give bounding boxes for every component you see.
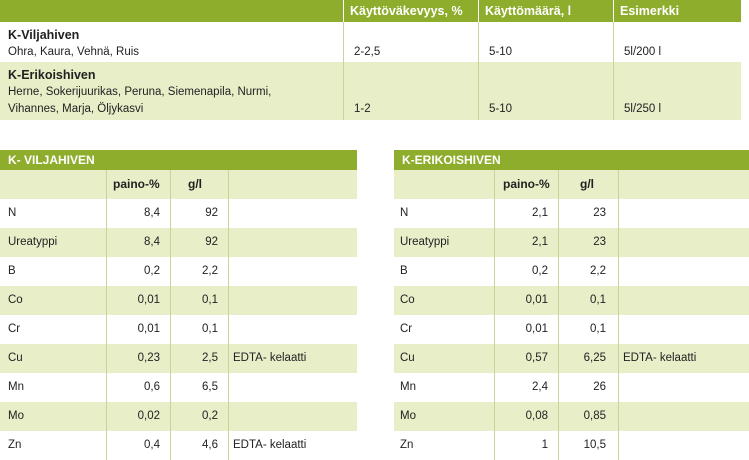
element-name: Co — [8, 294, 23, 306]
paino-value: 0,01 — [525, 323, 548, 335]
usage-crops: Ohra, Kaura, Vehnä, Ruis — [8, 46, 140, 58]
element-name: N — [400, 207, 409, 219]
element-name: Co — [400, 294, 415, 306]
table-row — [394, 199, 749, 228]
paino-value: 0,01 — [137, 294, 160, 306]
table-row — [0, 402, 357, 431]
chelate-note: EDTA- kelaatti — [233, 352, 307, 364]
element-name: Ureatyppi — [8, 236, 58, 248]
paino-value: 2,1 — [532, 207, 548, 219]
gl-value: 0,2 — [202, 410, 218, 422]
table-row — [394, 402, 749, 431]
col-header-paino: paino-% — [113, 177, 160, 191]
usage-example: 5l/250 l — [624, 103, 662, 115]
element-name: Mo — [8, 410, 24, 422]
element-name: Mn — [8, 381, 24, 393]
gl-value: 0,1 — [590, 323, 606, 335]
paino-value: 0,2 — [532, 265, 548, 277]
gl-value: 4,6 — [202, 439, 218, 451]
col-header-gl: g/l — [580, 177, 594, 191]
table-row — [0, 257, 357, 286]
paino-value: 0,01 — [137, 323, 160, 335]
table-row — [394, 228, 749, 257]
chelate-note: EDTA- kelaatti — [233, 439, 307, 451]
element-name: Mo — [400, 410, 416, 422]
table-row — [394, 373, 749, 402]
col-header-gl: g/l — [188, 177, 202, 191]
element-name: Ureatyppi — [400, 236, 450, 248]
erikoishiven-table — [394, 150, 749, 460]
table-title: K-ERIKOISHIVEN — [394, 150, 749, 170]
gl-value: 0,1 — [202, 294, 218, 306]
element-name: Cr — [8, 323, 21, 335]
element-name: N — [8, 207, 17, 219]
table-row — [0, 431, 357, 460]
usage-header-example: Esimerkki — [620, 4, 680, 18]
table-row — [0, 199, 357, 228]
usage-table — [0, 0, 741, 120]
gl-value: 2,5 — [202, 352, 218, 364]
element-name: Cr — [400, 323, 413, 335]
paino-value: 2,1 — [532, 236, 548, 248]
usage-header-row — [0, 0, 741, 22]
element-name: Zn — [400, 439, 414, 451]
paino-value: 8,4 — [144, 207, 160, 219]
element-name: B — [8, 265, 16, 277]
paino-value: 0,57 — [525, 352, 548, 364]
usage-concentration: 2-2,5 — [354, 46, 381, 58]
usage-amount: 5-10 — [489, 46, 513, 58]
paino-value: 0,08 — [525, 410, 548, 422]
table-row — [0, 228, 357, 257]
table-title: K- VILJAHIVEN — [0, 150, 357, 170]
table-row — [0, 344, 357, 373]
usage-crops: Herne, Sokerijuurikas, Peruna, Siemenapila, Nurmi, — [8, 86, 272, 98]
gl-value: 6,25 — [583, 352, 606, 364]
table-row — [0, 373, 357, 402]
table-body — [394, 199, 749, 460]
paino-value: 8,4 — [144, 236, 160, 248]
paino-value: 0,01 — [525, 294, 548, 306]
table-row — [394, 431, 749, 460]
element-name: Cu — [400, 352, 415, 364]
table-body — [0, 199, 357, 460]
paino-value: 0,2 — [144, 265, 160, 277]
usage-row-viljahiven — [0, 22, 741, 62]
usage-product-name: K-Erikoishiven — [8, 68, 96, 82]
gl-value: 0,1 — [590, 294, 606, 306]
table-header-row — [0, 170, 357, 199]
table-row — [394, 315, 749, 344]
gl-value: 23 — [593, 207, 606, 219]
usage-row-erikoishiven — [0, 62, 741, 120]
usage-header-concentration: Käyttöväkevyys, % — [350, 4, 463, 18]
paino-value: 1 — [541, 439, 548, 451]
gl-value: 0,85 — [583, 410, 606, 422]
paino-value: 0,4 — [144, 439, 160, 451]
col-header-paino: paino-% — [503, 177, 550, 191]
element-name: B — [400, 265, 408, 277]
element-name: Mn — [400, 381, 416, 393]
gl-value: 26 — [593, 381, 606, 393]
usage-concentration: 1-2 — [354, 103, 371, 115]
gl-value: 92 — [205, 207, 218, 219]
element-name: Cu — [8, 352, 23, 364]
gl-value: 0,1 — [202, 323, 218, 335]
paino-value: 2,4 — [532, 381, 548, 393]
usage-crops: Vihannes, Marja, Öljykasvi — [8, 103, 144, 115]
paino-value: 0,23 — [137, 352, 160, 364]
gl-value: 6,5 — [202, 381, 218, 393]
table-row — [394, 286, 749, 315]
gl-value: 23 — [593, 236, 606, 248]
table-header-row — [394, 170, 749, 199]
table-row — [394, 257, 749, 286]
gl-value: 10,5 — [583, 439, 606, 451]
table-row — [0, 315, 357, 344]
element-name: Zn — [8, 439, 22, 451]
paino-value: 0,6 — [144, 381, 160, 393]
gl-value: 2,2 — [590, 265, 606, 277]
gl-value: 2,2 — [202, 265, 218, 277]
usage-amount: 5-10 — [489, 103, 513, 115]
table-row — [0, 286, 357, 315]
paino-value: 0,02 — [137, 410, 160, 422]
usage-example: 5l/200 l — [624, 46, 662, 58]
chelate-note: EDTA- kelaatti — [623, 352, 697, 364]
gl-value: 92 — [205, 236, 218, 248]
usage-product-name: K-Viljahiven — [8, 28, 80, 42]
table-row — [394, 344, 749, 373]
viljahiven-table — [0, 150, 357, 460]
usage-header-amount: Käyttömäärä, l — [485, 4, 572, 18]
